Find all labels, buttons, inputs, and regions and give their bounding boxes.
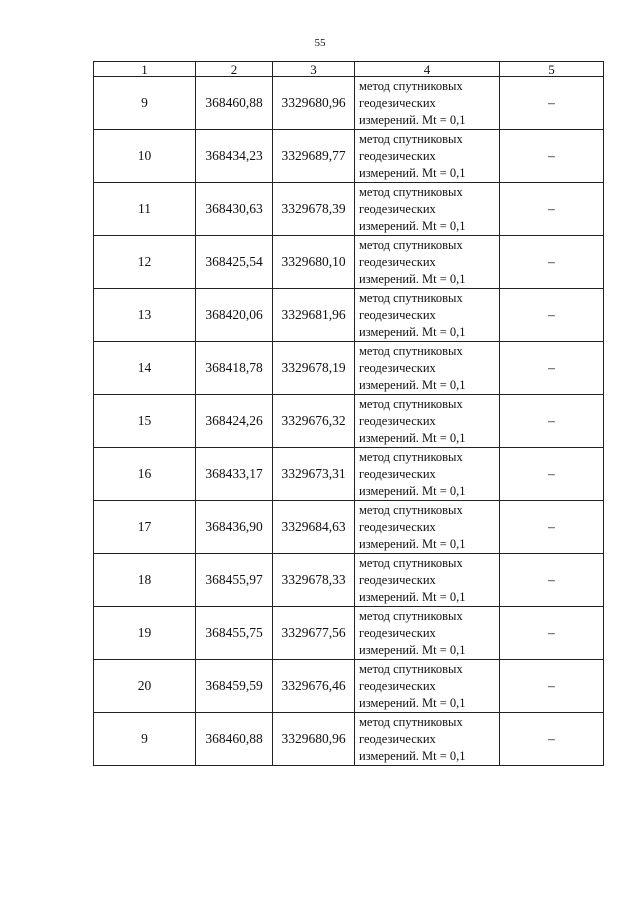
note-cell: – xyxy=(500,554,604,607)
note-cell: – xyxy=(500,660,604,713)
note-cell: – xyxy=(500,713,604,766)
method-line: геодезических xyxy=(359,95,436,110)
point-cell: 19 xyxy=(94,607,196,660)
method-line: метод спутниковых xyxy=(359,78,463,93)
x-coordinate-cell: 368418,78 xyxy=(196,342,273,395)
method-cell xyxy=(355,77,500,130)
method-line: измерений. Mt = 0,1 xyxy=(359,165,466,180)
method-line: метод спутниковых xyxy=(359,131,463,146)
method-line: измерений. Mt = 0,1 xyxy=(359,483,466,498)
point-cell: 18 xyxy=(94,554,196,607)
point-cell: 11 xyxy=(94,183,196,236)
note-cell: – xyxy=(500,289,604,342)
y-coordinate-cell: 3329684,63 xyxy=(273,501,355,554)
method-line: измерений. Mt = 0,1 xyxy=(359,218,466,233)
table-row xyxy=(94,130,604,183)
method-line: метод спутниковых xyxy=(359,661,463,676)
y-coordinate-cell: 3329678,39 xyxy=(273,183,355,236)
method-line: метод спутниковых xyxy=(359,449,463,464)
table-row xyxy=(94,342,604,395)
x-coordinate-cell: 368433,17 xyxy=(196,448,273,501)
table-row xyxy=(94,448,604,501)
method-line: метод спутниковых xyxy=(359,184,463,199)
table-row xyxy=(94,713,604,766)
method-line: метод спутниковых xyxy=(359,502,463,517)
point-cell: 9 xyxy=(94,713,196,766)
method-line: геодезических xyxy=(359,254,436,269)
method-cell xyxy=(355,713,500,766)
x-coordinate-cell: 368424,26 xyxy=(196,395,273,448)
y-coordinate-cell: 3329680,10 xyxy=(273,236,355,289)
note-cell: – xyxy=(500,183,604,236)
table-row xyxy=(94,236,604,289)
method-line: измерений. Mt = 0,1 xyxy=(359,430,466,445)
point-cell: 9 xyxy=(94,77,196,130)
column-header-1: 1 xyxy=(94,62,196,77)
method-line: геодезических xyxy=(359,519,436,534)
note-cell: – xyxy=(500,607,604,660)
table-row xyxy=(94,395,604,448)
method-cell xyxy=(355,554,500,607)
method-line: геодезических xyxy=(359,148,436,163)
x-coordinate-cell: 368425,54 xyxy=(196,236,273,289)
method-line: измерений. Mt = 0,1 xyxy=(359,748,466,763)
note-cell: – xyxy=(500,236,604,289)
point-cell: 15 xyxy=(94,395,196,448)
point-cell: 16 xyxy=(94,448,196,501)
x-coordinate-cell: 368430,63 xyxy=(196,183,273,236)
method-line: геодезических xyxy=(359,678,436,693)
method-line: измерений. Mt = 0,1 xyxy=(359,112,466,127)
coordinates-table xyxy=(93,61,604,766)
note-cell: – xyxy=(500,342,604,395)
method-line: измерений. Mt = 0,1 xyxy=(359,589,466,604)
x-coordinate-cell: 368420,06 xyxy=(196,289,273,342)
method-line: геодезических xyxy=(359,307,436,322)
method-cell xyxy=(355,395,500,448)
x-coordinate-cell: 368459,59 xyxy=(196,660,273,713)
column-header-3: 3 xyxy=(273,62,355,77)
method-line: геодезических xyxy=(359,413,436,428)
y-coordinate-cell: 3329680,96 xyxy=(273,713,355,766)
method-line: метод спутниковых xyxy=(359,714,463,729)
note-cell: – xyxy=(500,395,604,448)
column-header-4: 4 xyxy=(355,62,500,77)
column-header-2: 2 xyxy=(196,62,273,77)
method-line: метод спутниковых xyxy=(359,555,463,570)
method-cell xyxy=(355,607,500,660)
table-body xyxy=(94,77,604,766)
y-coordinate-cell: 3329676,46 xyxy=(273,660,355,713)
method-line: метод спутниковых xyxy=(359,608,463,623)
method-cell xyxy=(355,660,500,713)
y-coordinate-cell: 3329689,77 xyxy=(273,130,355,183)
y-coordinate-cell: 3329676,32 xyxy=(273,395,355,448)
x-coordinate-cell: 368434,23 xyxy=(196,130,273,183)
y-coordinate-cell: 3329680,96 xyxy=(273,77,355,130)
method-line: метод спутниковых xyxy=(359,290,463,305)
method-line: геодезических xyxy=(359,572,436,587)
point-cell: 14 xyxy=(94,342,196,395)
page-number: 55 xyxy=(314,37,326,49)
table-row xyxy=(94,607,604,660)
table-row xyxy=(94,183,604,236)
method-cell xyxy=(355,183,500,236)
method-line: метод спутниковых xyxy=(359,396,463,411)
note-cell: – xyxy=(500,501,604,554)
method-line: измерений. Mt = 0,1 xyxy=(359,536,466,551)
method-line: метод спутниковых xyxy=(359,237,463,252)
note-cell: – xyxy=(500,130,604,183)
y-coordinate-cell: 3329681,96 xyxy=(273,289,355,342)
method-cell xyxy=(355,448,500,501)
method-line: измерений. Mt = 0,1 xyxy=(359,695,466,710)
point-cell: 17 xyxy=(94,501,196,554)
method-line: измерений. Mt = 0,1 xyxy=(359,324,466,339)
method-line: геодезических xyxy=(359,466,436,481)
x-coordinate-cell: 368460,88 xyxy=(196,713,273,766)
x-coordinate-cell: 368460,88 xyxy=(196,77,273,130)
note-cell: – xyxy=(500,448,604,501)
method-line: геодезических xyxy=(359,201,436,216)
x-coordinate-cell: 368455,97 xyxy=(196,554,273,607)
method-cell xyxy=(355,289,500,342)
y-coordinate-cell: 3329678,19 xyxy=(273,342,355,395)
method-cell xyxy=(355,501,500,554)
column-header-5: 5 xyxy=(500,62,604,77)
table-row xyxy=(94,501,604,554)
method-line: геодезических xyxy=(359,360,436,375)
method-cell xyxy=(355,130,500,183)
point-cell: 20 xyxy=(94,660,196,713)
table-row xyxy=(94,660,604,713)
note-cell: – xyxy=(500,77,604,130)
method-line: метод спутниковых xyxy=(359,343,463,358)
method-line: измерений. Mt = 0,1 xyxy=(359,271,466,286)
method-line: геодезических xyxy=(359,625,436,640)
x-coordinate-cell: 368455,75 xyxy=(196,607,273,660)
y-coordinate-cell: 3329678,33 xyxy=(273,554,355,607)
method-cell xyxy=(355,236,500,289)
y-coordinate-cell: 3329677,56 xyxy=(273,607,355,660)
x-coordinate-cell: 368436,90 xyxy=(196,501,273,554)
table-row xyxy=(94,77,604,130)
table-row xyxy=(94,289,604,342)
method-line: измерений. Mt = 0,1 xyxy=(359,377,466,392)
table-row xyxy=(94,554,604,607)
point-cell: 10 xyxy=(94,130,196,183)
method-line: геодезических xyxy=(359,731,436,746)
y-coordinate-cell: 3329673,31 xyxy=(273,448,355,501)
method-cell xyxy=(355,342,500,395)
point-cell: 13 xyxy=(94,289,196,342)
method-line: измерений. Mt = 0,1 xyxy=(359,642,466,657)
point-cell: 12 xyxy=(94,236,196,289)
table-header-row xyxy=(94,62,604,77)
